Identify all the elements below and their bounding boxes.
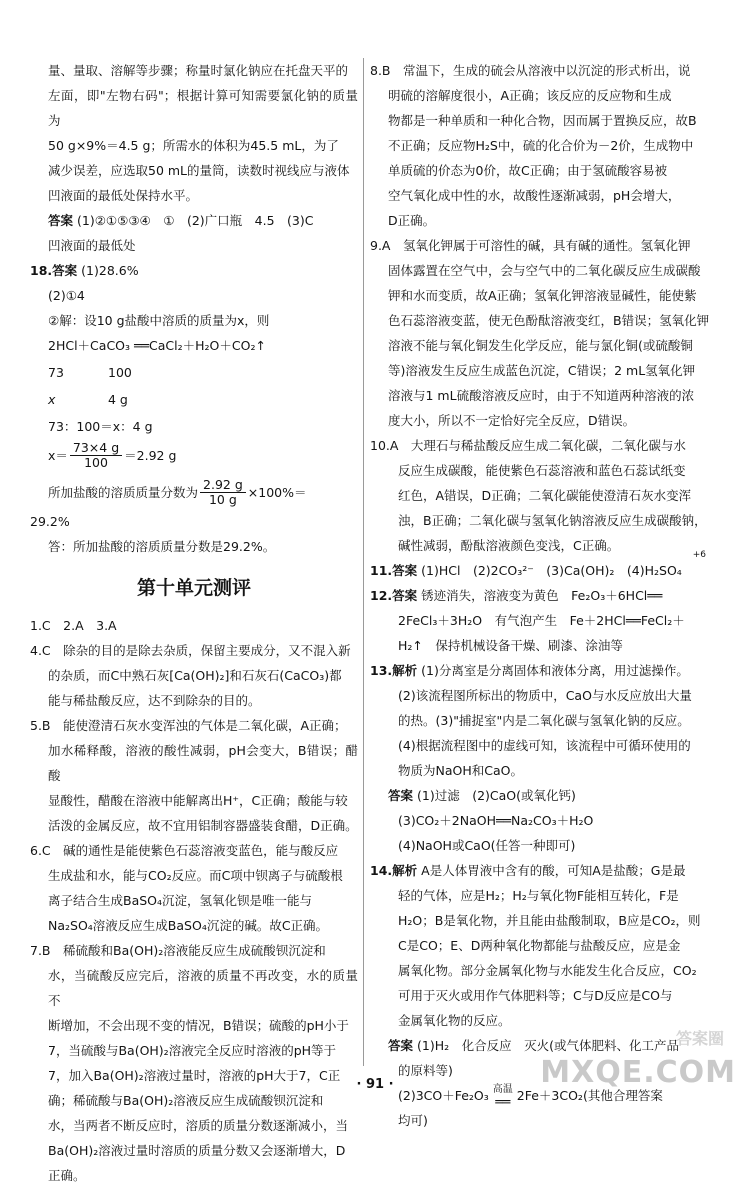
page-number: · 91 · (356, 1077, 394, 1092)
answer-text: 凹液面的最低处 (48, 238, 136, 253)
question-number: 11. (370, 563, 393, 578)
answer-label: 答案 (52, 263, 78, 278)
analysis-text: (1)分离室是分离固体和液体分离，用过滤操作。 (421, 663, 689, 678)
watermark-top: 答案圈 (675, 1029, 724, 1048)
analysis-text: (2)该流程图所标出的物质中，CaO与水反应放出大量 (398, 688, 692, 703)
text-line: 8.B 常温下，生成的硫会从溶液中以沉淀的形式析出，说 (370, 63, 691, 78)
q8 (370, 58, 720, 233)
analysis-label: 解析 (392, 863, 418, 878)
text-line: 确；稀硫酸与Ba(OH)₂溶液反应生成硫酸钡沉淀和 (48, 1093, 324, 1108)
analysis-text: H₂O；B是氧化物，并且能由盐酸制取，B应是CO₂，则 (398, 913, 701, 928)
q9 (370, 233, 720, 433)
fraction-numerator: 73×4 g (70, 441, 122, 456)
text-line: 能与稀盐酸反应，达不到除杂的目的。 (48, 693, 261, 708)
analysis-label: 解析 (392, 663, 418, 678)
analysis-text: 属氧化物。部分金属氧化物与水能发生化合反应，CO₂ (398, 963, 697, 978)
analysis-text: 物质为NaOH和CaO。 (398, 763, 523, 778)
answer-text: ②解：设10 g盐酸中溶质的质量为x，则 (48, 313, 270, 328)
answer-label: 答案 (392, 588, 418, 603)
analysis-text: C是CO；E、D两种氧化物都能与盐酸反应，应是金 (398, 938, 681, 953)
text-line: 正确。 (48, 1168, 86, 1183)
text-line: 4.C 除杂的目的是除去杂质，保留主要成分，又不混入新 (30, 643, 351, 658)
reaction-condition: 高温 ══ (492, 1084, 513, 1109)
mass-value: 4 g (108, 392, 128, 407)
final-answer: 答：所加盐酸的溶质质量分数是29.2%。 (48, 539, 276, 554)
x-calculation (48, 441, 358, 470)
equation-left: (2)3CO＋Fe₂O₃ (398, 1088, 489, 1103)
answer-text: H₂↑ 保持机械设备干燥、刷漆、涂油等 (398, 638, 623, 653)
text-line: 活泼的金属反应，故不宜用铝制容器盛装食醋，D正确。 (48, 818, 358, 833)
q13 (370, 658, 720, 858)
text-line: 浊，B正确；二氧化碳与氢氧化钠溶液反应生成碳酸钠， (398, 513, 707, 528)
result-value: 29.2% (30, 514, 70, 529)
answer-text: (3)CO₂＋2NaOH══Na₂CO₃＋H₂O (398, 813, 594, 828)
fraction (70, 441, 122, 470)
analysis-text: 金属氧化物的反应。 (398, 1013, 511, 1028)
text-line: 生成盐和水，能与CO₂反应。而C项中钡离子与硫酸根 (48, 868, 343, 883)
condition-text: 高温 (492, 1084, 513, 1095)
text-line: 空气氧化成中性的水，故酸性逐渐减弱，pH会增大， (388, 188, 681, 203)
q4 (30, 638, 358, 713)
text-line: 7，当硫酸与Ba(OH)₂溶液完全反应时溶液的pH等于 (48, 1043, 337, 1058)
text-line: 色石蕊溶液变蓝，使无色酚酞溶液变红，B错误；氢氧化钾 (388, 313, 710, 328)
text-line: 反应生成碳酸，能使紫色石蕊溶液和蓝色石蕊试纸变 (398, 463, 686, 478)
text-line: 加水稀释酸，溶液的酸性减弱，pH会变大，B错误；醋酸 (48, 743, 358, 783)
answer-text: 2FeCl₃＋3H₂O 有气泡产生 Fe＋2HCl══FeCl₂＋ (398, 613, 685, 628)
text-line: 凹液面的最低处保持水平。 (48, 188, 199, 203)
text-line: 的杂质，而C中熟石灰[Ca(OH)₂]和石灰石(CaCO₃)都 (48, 668, 342, 683)
answer-text: (2)①4 (48, 288, 85, 303)
analysis-text: 可用于灭火或用作气体肥料等；C与D反应是CO与 (398, 988, 673, 1003)
q6 (30, 838, 358, 938)
equation-right: 2Fe＋3CO₂(其他合理答案 (516, 1088, 663, 1103)
watermark: MXQE.COM (540, 1055, 736, 1090)
answer-text: (1)②①⑤③④ ① (2)广口瓶 4.5 (3)C (77, 213, 314, 228)
text-line: 度大小，所以不一定恰好完全反应，D错误。 (388, 413, 636, 428)
fraction (200, 478, 246, 507)
answer-label: 答案 (388, 788, 414, 803)
text-line: 5.B 能使澄清石灰水变浑浊的气体是二氧化碳，A正确； (30, 718, 347, 733)
text-line: 量、量取、溶解等步骤；称量时氯化钠应在托盘天平的 (48, 63, 349, 78)
answer-text: (1)过滤 (2)CaO(或氧化钙) (417, 788, 576, 803)
text-line: 水，当两者不断反应时，溶质的质量分数逐渐减小，当 (48, 1118, 349, 1133)
ratio-equation: 73：100＝x：4 g (48, 419, 153, 434)
variable: x (48, 392, 56, 407)
percent-calculation (48, 478, 358, 507)
mass-value: 73 (48, 365, 64, 380)
analysis-text: (4)根据流程图中的虚线可知，该流程中可循环使用的 (398, 738, 691, 753)
q5 (30, 713, 358, 838)
question-number: 13. (370, 663, 393, 678)
q11 (370, 550, 720, 583)
analysis-text: A是人体胃液中含有的酸，可知A是盐酸；G是最 (421, 863, 686, 878)
q18 (30, 258, 358, 559)
text-line: 不正确；反应物H₂S中，硫的化合价为－2价，生成物中 (388, 138, 694, 153)
text-line: 断增加，不会出现不变的情况，B错误；硫酸的pH小于 (48, 1018, 349, 1033)
column-divider (363, 58, 364, 1066)
text-line: 10.A 大理石与稀盐酸反应生成二氧化碳，二氧化碳与水 (370, 438, 686, 453)
text-line: 7，加入Ba(OH)₂溶液过量时，溶液的pH大于7，C正 (48, 1068, 341, 1083)
mass-value: 100 (108, 365, 132, 380)
chemical-equation: 2HCl＋CaCO₃ ══CaCl₂＋H₂O＋CO₂↑ (48, 338, 266, 353)
text-line: Na₂SO₄溶液反应生成BaSO₄沉淀的碱。故C正确。 (48, 918, 329, 933)
answer-text: (1)HCl (2)2CO₃²⁻ (3)Ca(OH)₂ (4)H₂SO₄ (421, 563, 682, 578)
right-column (370, 58, 720, 1133)
q17-answer (30, 208, 358, 258)
answer-text: 锈迹消失，溶液变为黄色 Fe₂O₃＋6HCl══ (421, 588, 663, 603)
question-number: 18. (30, 263, 53, 278)
text-line: 钾和水而变质，故A正确；氢氧化钾溶液显碱性，能使紫 (388, 288, 697, 303)
question-number: 12. (370, 588, 393, 603)
text-line: 左面，即"左物右码"；根据计算可知需要氯化钠的质量为 (48, 88, 358, 128)
text-line: 9.A 氢氧化钾属于可溶性的碱，具有碱的通性。氢氧化钾 (370, 238, 691, 253)
answer-text: (4)NaOH或CaO(任答一种即可) (398, 838, 576, 853)
text-line: 单质硫的价态为0价，故C正确；由于氢硫酸容易被 (388, 163, 668, 178)
calc-left: 所加盐酸的溶质质量分数为 (48, 485, 199, 500)
answer-text: (1)28.6% (81, 263, 139, 278)
q7 (30, 938, 358, 1188)
answer-text: 均可) (398, 1113, 428, 1128)
q1-3-answers: 1.C 2.A 3.A (30, 618, 117, 633)
fraction-numerator: 2.92 g (200, 478, 246, 493)
answer-label: 答案 (48, 213, 74, 228)
valence-mark: +6 (692, 550, 706, 560)
text-line: 等)溶液发生反应生成蓝色沉淀，C错误；2 mL氢氧化钾 (388, 363, 696, 378)
text-line: 7.B 稀硫酸和Ba(OH)₂溶液能反应生成硫酸钡沉淀和 (30, 943, 326, 958)
text-line: 50 g×9%＝4.5 g；所需水的体积为45.5 mL，为了 (48, 138, 339, 153)
answer-label: 答案 (392, 563, 418, 578)
text-line: 红色，A错误，D正确；二氧化碳能使澄清石灰水变浑 (398, 488, 692, 503)
analysis-text: 的热。(3)"捕捉室"内是二氧化碳与氢氧化钠的反应。 (398, 713, 690, 728)
text-line: 减少误差，应选取50 mL的量筒，读数时视线应与液体 (48, 163, 350, 178)
text-line: 溶液与1 mL硫酸溶液反应时，由于不知道两种溶液的浓 (388, 388, 695, 403)
q10 (370, 433, 720, 558)
text-line: Ba(OH)₂溶液过量时溶质的质量分数又会逐渐增大，D (48, 1143, 346, 1158)
text-line: 水，当硫酸反应完后，溶液的质量不再改变，水的质量不 (48, 968, 358, 1008)
fraction-denominator: 10 g (208, 492, 237, 507)
text-line: 明硫的溶解度很小，A正确；该反应的反应物和生成 (388, 88, 672, 103)
text-line: 显酸性，醋酸在溶液中能解离出H⁺，C正确；酸能与较 (48, 793, 348, 808)
text-line: 固体露置在空气中，会与空气中的二氧化碳反应生成碳酸 (388, 263, 701, 278)
text-line: 离子结合生成BaSO₄沉淀，氢氧化钡是唯一能与 (48, 893, 313, 908)
calc-right: ＝2.92 g (124, 448, 177, 463)
question-number: 14. (370, 863, 393, 878)
calc-right: ×100%＝ (247, 485, 307, 500)
fraction-denominator: 100 (84, 455, 108, 470)
text-line: 溶液不能与氧化铜发生化学反应，能与氯化铜(或硫酸铜 (388, 338, 693, 353)
text-line: D正确。 (388, 213, 436, 228)
analysis-text: 轻的气体，应是H₂；H₂与氧化物F能相互转化，F是 (398, 888, 679, 903)
text-line: 6.C 碱的通性是能使紫色石蕊溶液变蓝色，能与酸反应 (30, 843, 339, 858)
calc-left: x＝ (48, 448, 68, 463)
q17-explanation (30, 58, 358, 208)
answer-text: (1)H₂ 化合反应 灭火(或气体肥料、化工产品 (417, 1038, 679, 1053)
answer-label: 答案 (388, 1038, 414, 1053)
text-line: 物都是一种单质和一种化合物，因而属于置换反应，故B (388, 113, 697, 128)
answer-text: 的原料等) (398, 1063, 453, 1078)
left-column (30, 58, 358, 1188)
q12 (370, 583, 720, 658)
text-line: 碱性减弱，酚酞溶液颜色变浅，C正确。 (398, 538, 620, 553)
section-title: 第十单元测评 (136, 577, 251, 599)
